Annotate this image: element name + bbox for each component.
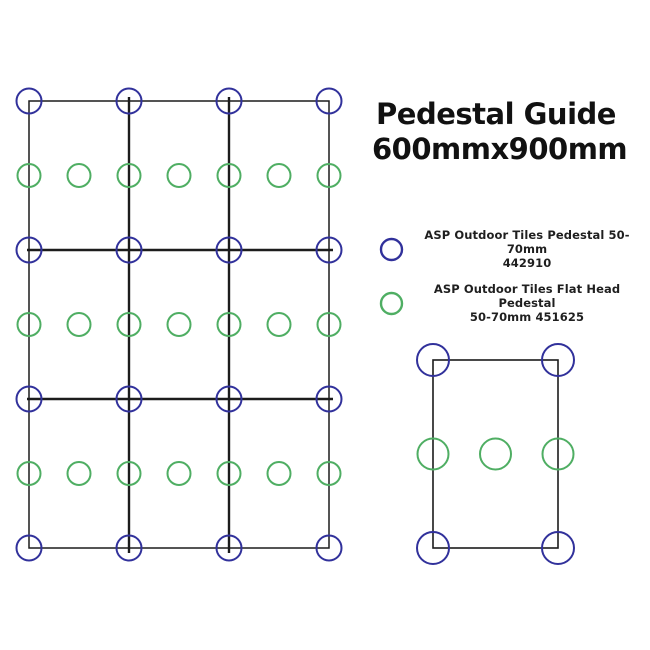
flat-head-pedestal-marker [268,313,291,336]
legend-label-flat-head-pedestal [412,282,642,324]
detail-tile-outline [433,360,558,548]
page-title-line2: 600mmx900mm [372,132,628,166]
legend [378,228,642,324]
flat-head-pedestal-marker [68,164,91,187]
flat-head-pedestal-marker [268,462,291,485]
flat-head-pedestal-marker [268,164,291,187]
page-title [372,97,628,167]
tile-grid-outline [29,101,329,548]
legend-label-line2: 442910 [502,256,552,270]
legend-label-pedestal [412,228,642,270]
page-title-line1: Pedestal Guide [376,97,616,131]
legend-item-pedestal [378,228,642,270]
legend-label-line1: ASP Outdoor Tiles Flat Head Pedestal [433,282,621,310]
legend-item-flat-head-pedestal [378,282,642,324]
flat-head-pedestal-marker [168,462,191,485]
flat-head-pedestal-marker [480,439,511,470]
flat-head-pedestal-marker [168,313,191,336]
flat-head-pedestal-marker [68,313,91,336]
pedestal-circle-icon [378,236,405,263]
legend-label-line2: 50-70mm 451625 [469,310,585,324]
flat-head-pedestal-marker [68,462,91,485]
flat-head-pedestal-circle-icon [378,290,405,317]
flat-head-pedestal-marker [168,164,191,187]
legend-label-line1: ASP Outdoor Tiles Pedestal 50-70mm [424,228,630,256]
